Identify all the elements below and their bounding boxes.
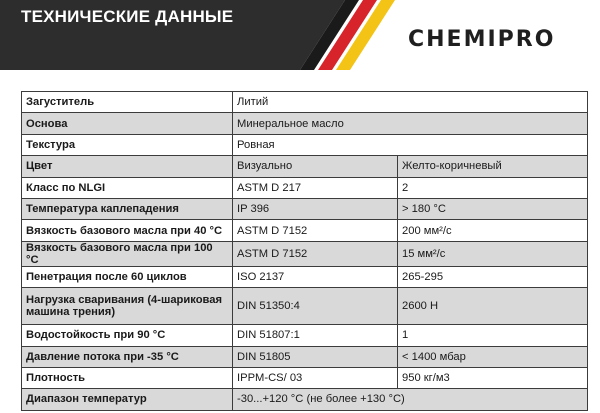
- method-cell: Литий: [233, 92, 588, 113]
- brand-logo: CHEMIPRO: [408, 27, 556, 52]
- method-cell: Минеральное масло: [233, 113, 588, 134]
- value-cell: 950 кг/м3: [398, 367, 588, 388]
- method-cell: ASTM D 7152: [233, 241, 398, 266]
- method-cell: ISO 2137: [233, 266, 398, 287]
- value-cell: > 180 °C: [398, 198, 588, 219]
- spec-table: [21, 91, 588, 411]
- param-cell: Загуститель: [22, 92, 233, 113]
- table-row: [22, 156, 588, 177]
- value-cell: 15 мм²/с: [398, 241, 588, 266]
- param-cell: Цвет: [22, 156, 233, 177]
- value-cell: 2: [398, 177, 588, 198]
- value-cell: < 1400 мбар: [398, 346, 588, 367]
- param-cell: Вязкость базового масла при 100 °C: [22, 241, 233, 266]
- param-cell: Нагрузка сваривания (4-шариковая машина трения): [22, 288, 233, 325]
- method-cell: -30...+120 °C (не более +130 °C): [233, 389, 588, 410]
- method-cell: IPPM-CS/ 03: [233, 367, 398, 388]
- table-row: [22, 177, 588, 198]
- table-row: [22, 367, 588, 388]
- param-cell: Текстура: [22, 134, 233, 155]
- param-cell: Пенетрация после 60 циклов: [22, 266, 233, 287]
- value-cell: Желто-коричневый: [398, 156, 588, 177]
- method-cell: Ровная: [233, 134, 588, 155]
- param-cell: Вязкость базового масла при 40 °C: [22, 220, 233, 241]
- table-row: [22, 241, 588, 266]
- param-cell: Плотность: [22, 367, 233, 388]
- param-cell: Давление потока при -35 °C: [22, 346, 233, 367]
- table-row: [22, 346, 588, 367]
- method-cell: ASTM D 217: [233, 177, 398, 198]
- method-cell: DIN 51805: [233, 346, 398, 367]
- param-cell: Температура каплепадения: [22, 198, 233, 219]
- method-cell: Визуально: [233, 156, 398, 177]
- value-cell: 200 мм²/с: [398, 220, 588, 241]
- table-row: [22, 288, 588, 325]
- page-title: ТЕХНИЧЕСКИЕ ДАННЫЕ: [21, 7, 234, 26]
- value-cell: 1: [398, 325, 588, 346]
- header: [0, 0, 600, 70]
- param-cell: Диапазон температур: [22, 389, 233, 410]
- table-row: [22, 325, 588, 346]
- value-cell: 2600 Н: [398, 288, 588, 325]
- method-cell: IP 396: [233, 198, 398, 219]
- value-cell: 265-295: [398, 266, 588, 287]
- param-cell: Водостойкость при 90 °C: [22, 325, 233, 346]
- method-cell: DIN 51807:1: [233, 325, 398, 346]
- table-row: [22, 266, 588, 287]
- table-row: [22, 198, 588, 219]
- table-row: [22, 134, 588, 155]
- param-cell: Класс по NLGI: [22, 177, 233, 198]
- table-row: [22, 92, 588, 113]
- table-row: [22, 389, 588, 410]
- table-row: [22, 113, 588, 134]
- table-row: [22, 220, 588, 241]
- method-cell: ASTM D 7152: [233, 220, 398, 241]
- param-cell: Основа: [22, 113, 233, 134]
- method-cell: DIN 51350:4: [233, 288, 398, 325]
